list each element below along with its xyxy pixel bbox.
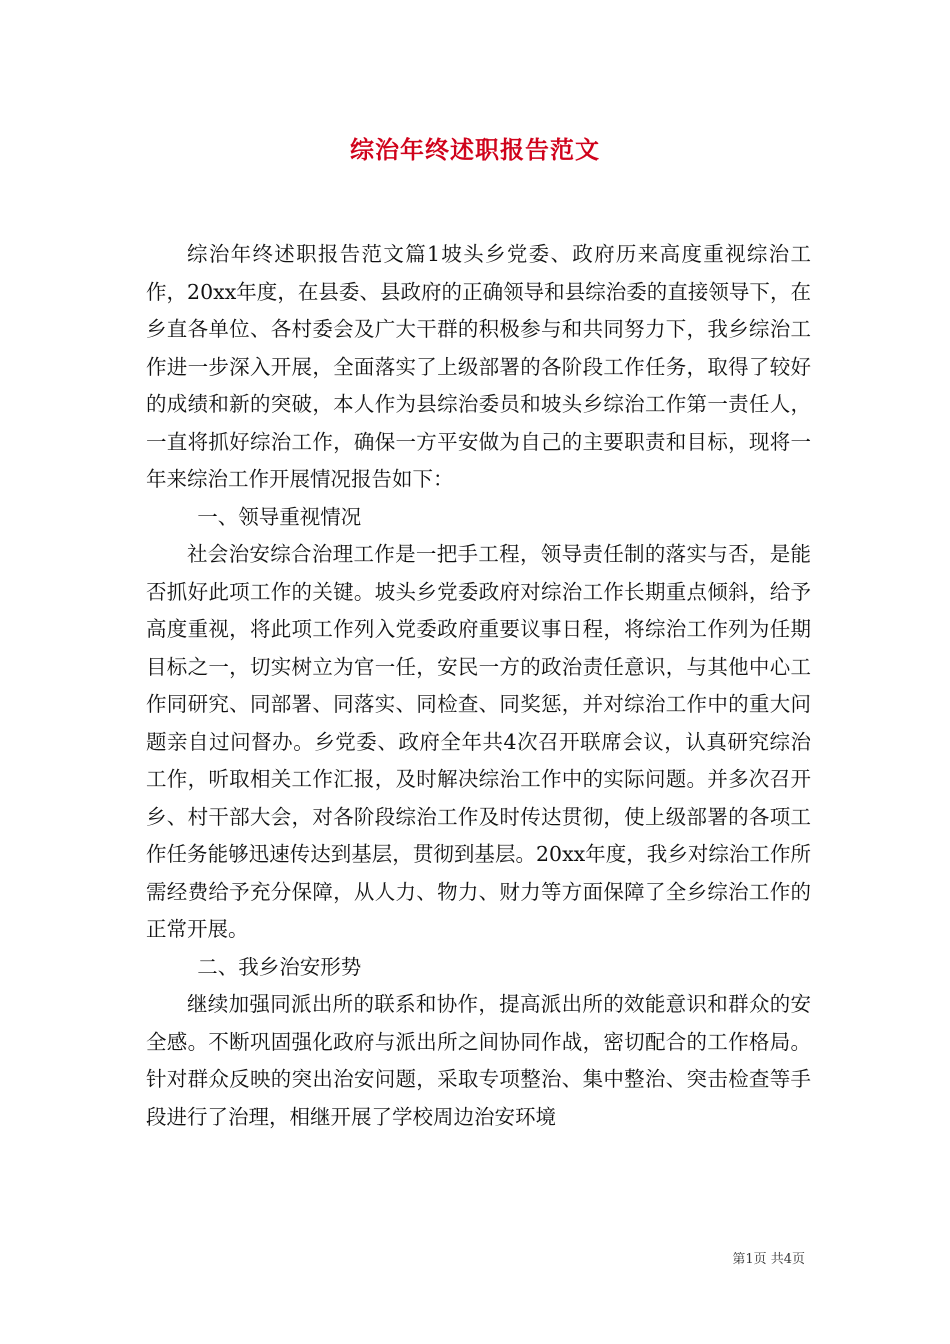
section-1-paragraph: 社会治安综合治理工作是一把手工程，领导责任制的落实与否，是能否抓好此项工作的关键。坡头乡党委政府对综治工作长期重点倾斜，给予高度重视，将此项工作列入党委政府重要议事日程，将综治工作列为任期目标之一，切实树立为官一任，安民一方的政治责任意识，与其他中心工作同研究、同部署、同落实、同检查、同奖惩，并对综治工作中的重大问题亲自过问督办。乡党委、政府全年共4次召开联席会议，认真研究综治工作，听取相关工作汇报，及时解决综治工作中的实际问题。并多次召开乡、村干部大会，对各阶段综治工作及时传达贯彻，使上级部署的各项工作任务能够迅速传达到基层，贯彻到基层。20xx年度，我乡对综治工作所需经费给予充分保障，从人力、物力、财力等方面保障了全乡综治工作的正常开展。 [146,542,811,941]
section-heading-2: 二、我乡治安形势 [197,954,362,979]
document-body [146,236,811,1136]
page-number: 第1页 共4页 [732,1252,805,1267]
section-heading-1: 一、领导重视情况 [197,504,362,529]
document-title: 综治年终述职报告范文 [350,135,600,164]
section-2-paragraph: 继续加强同派出所的联系和协作，提高派出所的效能意识和群众的安全感。不断巩固强化政府与派出所之间协同作战，密切配合的工作格局。针对群众反映的突出治安问题，采取专项整治、集中整治、突击检查等手段进行了治理，相继开展了学校周边治安环境 [146,992,811,1129]
intro-paragraph: 综治年终述职报告范文篇1坡头乡党委、政府历来高度重视综治工作，20xx年度，在县委、县政府的正确领导和县综治委的直接领导下，在乡直各单位、各村委会及广大干群的积极参与和共同努力下，我乡综治工作进一步深入开展，全面落实了上级部署的各阶段工作任务，取得了较好的成绩和新的突破，本人作为县综治委员和坡头乡综治工作第一责任人，一直将抓好综治工作，确保一方平安做为自己的主要职责和目标，现将一年来综治工作开展情况报告如下： [146,242,811,491]
